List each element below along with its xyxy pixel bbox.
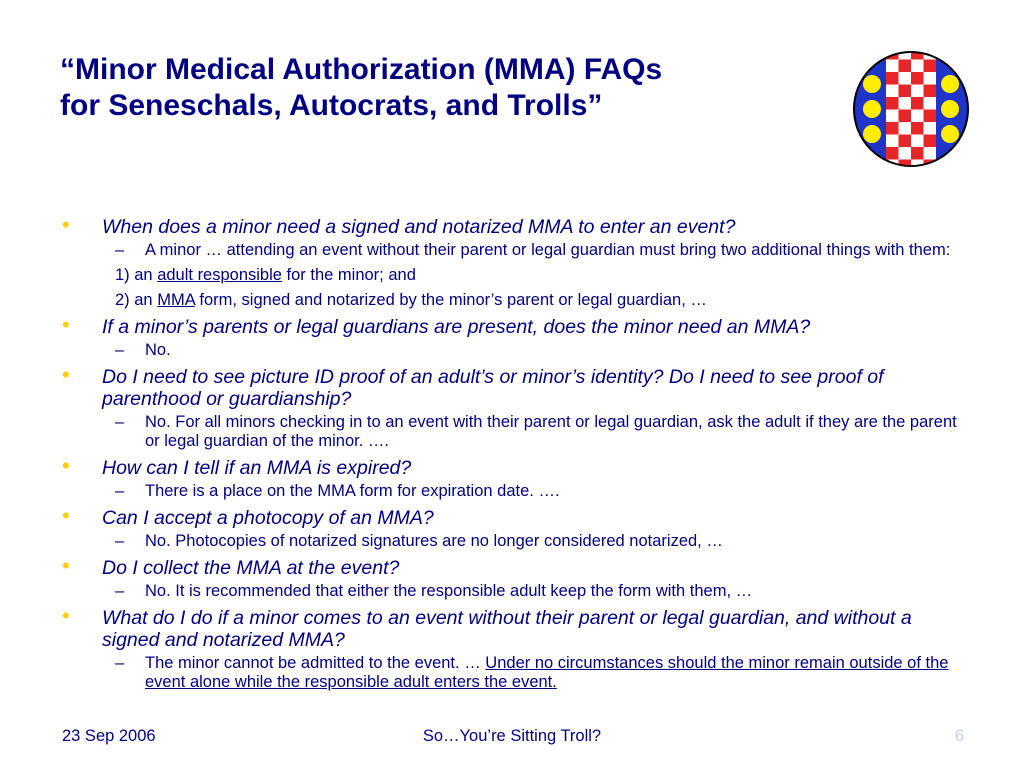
faq-list	[60, 212, 970, 692]
faq-answer-2	[60, 341, 970, 360]
question-text: What do I do if a minor comes to an event without their parent or legal guardian, and without a signed and notarized MMA?	[102, 607, 912, 651]
question-text: Do I need to see picture ID proof of an adult’s or minor’s identity? Do I need to see proof of parenthood or guardianship?	[102, 366, 884, 410]
checky-square	[899, 72, 912, 85]
checky-square	[886, 85, 899, 98]
dash-icon: –	[115, 241, 125, 259]
checky-square	[924, 72, 937, 85]
dash-icon: –	[115, 413, 125, 431]
checky-square	[911, 147, 924, 160]
bezant-circle	[863, 125, 881, 143]
dash-icon: –	[115, 654, 125, 672]
bullet-icon: •	[62, 212, 70, 237]
answer-text: A minor … attending an event without their parent or legal guardian must bring two additional things with them:	[145, 241, 951, 259]
bezant-circle	[941, 125, 959, 143]
question-text: When does a minor need a signed and notarized MMA to enter an event?	[102, 216, 736, 238]
answer-text: No. Photocopies of notarized signatures are no longer considered notarized, …	[145, 532, 723, 550]
faq-question-1	[60, 212, 970, 238]
bezant-circle	[941, 100, 959, 118]
footer-title: So…You’re Sitting Troll?	[422, 727, 602, 745]
answer-text: The minor cannot be admitted to the event. …	[145, 654, 481, 672]
checky-square	[911, 135, 924, 148]
dash-icon: –	[115, 482, 125, 500]
checky-square	[924, 135, 937, 148]
roundel-checky-pale	[886, 50, 936, 168]
dash-icon: –	[115, 582, 125, 600]
answer-text: No.	[145, 341, 171, 359]
bezant-circle	[941, 75, 959, 93]
footer-date: 23 Sep 2006	[62, 727, 156, 745]
adult-responsible-link[interactable]: adult responsible	[157, 266, 282, 284]
checky-square	[886, 147, 899, 160]
answer-1-item-2	[60, 291, 970, 310]
faq-question-4	[60, 453, 970, 479]
slide-title	[60, 52, 820, 124]
faq-question-6	[60, 553, 970, 579]
answer-text: No. For all minors checking in to an event with their parent or legal guardian, ask the adult if they are the parent or legal guardian of the minor. ….	[145, 413, 957, 450]
slide-title-line-1: “Minor Medical Authorization (MMA) FAQs	[60, 53, 663, 86]
question-text: Can I accept a photocopy of an MMA?	[102, 507, 434, 529]
checky-square	[911, 60, 924, 73]
item-suffix: form, signed and notarized by the minor’s parent or legal guardian, …	[199, 291, 707, 309]
checky-square	[899, 110, 912, 123]
bullet-icon: •	[62, 312, 70, 337]
mma-link[interactable]: MMA	[157, 291, 195, 309]
slide-title-line-2: for Seneschals, Autocrats, and Trolls”	[60, 89, 603, 122]
question-text: Do I collect the MMA at the event?	[102, 557, 400, 579]
checky-square	[924, 97, 937, 110]
checky-square	[924, 110, 937, 123]
bullet-icon: •	[62, 503, 70, 528]
question-text: If a minor’s parents or legal guardians are present, does the minor need an MMA?	[102, 316, 811, 338]
checky-square	[911, 97, 924, 110]
answer-1-item-1	[60, 266, 970, 285]
checky-square	[924, 122, 937, 135]
question-text: How can I tell if an MMA is expired?	[102, 457, 412, 479]
faq-answer-4	[60, 482, 970, 501]
faq-question-7	[60, 603, 970, 651]
checky-square	[924, 147, 937, 160]
bullet-icon: •	[62, 553, 70, 578]
checky-square	[924, 85, 937, 98]
checky-square	[899, 122, 912, 135]
checky-square	[886, 60, 899, 73]
faq-question-2	[60, 312, 970, 338]
faq-answer-3	[60, 413, 970, 451]
bullet-icon: •	[62, 362, 70, 387]
item-suffix: for the minor; and	[286, 266, 416, 284]
dash-icon: –	[115, 341, 125, 359]
checky-square	[886, 110, 899, 123]
under-no-circumstances-link[interactable]: Under no circumstances should the minor remain outside of the event alone while the responsible adult enters the event.	[145, 654, 949, 691]
checky-square	[886, 122, 899, 135]
bezant-circle	[863, 75, 881, 93]
checky-square	[911, 85, 924, 98]
checky-square	[899, 135, 912, 148]
slide-number: 6	[954, 727, 964, 745]
bezant-circle	[863, 100, 881, 118]
answer-text: There is a place on the MMA form for expiration date. ….	[145, 482, 560, 500]
checky-square	[899, 97, 912, 110]
faq-question-5	[60, 503, 970, 529]
dash-icon: –	[115, 532, 125, 550]
item-prefix: 2) an	[115, 291, 153, 309]
heraldic-roundel-icon	[852, 50, 970, 168]
faq-answer-5	[60, 532, 970, 551]
checky-square	[899, 85, 912, 98]
checky-square	[886, 72, 899, 85]
faq-question-3	[60, 362, 970, 410]
answer-text: No. It is recommended that either the responsible adult keep the form with them, …	[145, 582, 753, 600]
checky-square	[899, 60, 912, 73]
faq-answer-6	[60, 582, 970, 601]
item-prefix: 1) an	[115, 266, 153, 284]
bullet-icon: •	[62, 453, 70, 478]
checky-square	[924, 60, 937, 73]
checky-square	[886, 135, 899, 148]
checky-square	[911, 110, 924, 123]
bullet-icon: •	[62, 603, 70, 628]
checky-square	[886, 97, 899, 110]
faq-answer-7	[60, 654, 970, 692]
checky-square	[911, 122, 924, 135]
faq-answer-1	[60, 241, 970, 260]
checky-square	[899, 147, 912, 160]
checky-square	[911, 72, 924, 85]
